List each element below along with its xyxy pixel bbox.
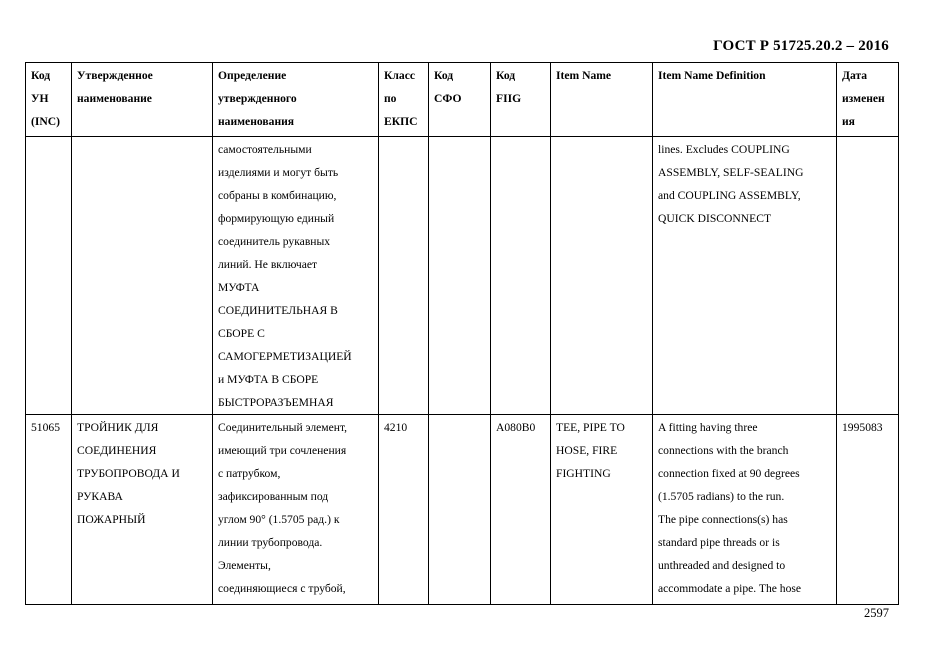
cell-definition xyxy=(213,415,379,605)
cell-text-line: соединитель рукавных xyxy=(218,235,331,248)
cell-text-line: ПОЖАРНЫЙ xyxy=(77,513,146,526)
cell-text-line: ЕКПС xyxy=(384,115,418,128)
cell-text-line: accommodate a pipe. The hose xyxy=(658,582,802,595)
document-title: ГОСТ Р 51725.20.2 – 2016 xyxy=(713,38,889,54)
cell-text-line: наименования xyxy=(218,115,295,128)
cell-text-line: lines. Excludes COUPLING xyxy=(658,143,790,156)
cell-text-line: углом 90° (1.5705 рад.) к xyxy=(218,513,340,526)
cell-text-line: ТРОЙНИК ДЛЯ xyxy=(77,421,159,434)
table-row xyxy=(26,137,899,415)
cell-text-line: Код xyxy=(31,69,51,82)
cell-text-line: зафиксированным под xyxy=(218,490,329,503)
cell-text-line: ASSEMBLY, SELF-SEALING xyxy=(658,166,804,179)
cell-text-line: A080B0 xyxy=(496,421,536,434)
cell-text-line: Определение xyxy=(218,69,287,82)
cell-item-name-definition xyxy=(653,137,837,415)
header-approved-name xyxy=(72,63,213,137)
page-number: 2597 xyxy=(864,606,889,620)
cell-fiig-code xyxy=(491,415,551,605)
cell-text-line: A fitting having three xyxy=(658,421,758,434)
header-code-inc xyxy=(26,63,72,137)
cell-text-line: БЫСТРОРАЗЪЕМНАЯ xyxy=(218,396,334,409)
header-sfo-code xyxy=(429,63,491,137)
cell-text-line: и МУФТА В СБОРЕ xyxy=(218,373,319,386)
cell-change-date xyxy=(837,137,899,415)
cell-text-line: standard pipe threads or is xyxy=(658,536,780,549)
cell-change-date xyxy=(837,415,899,605)
cell-text-line: (INC) xyxy=(31,115,60,128)
cell-text-line: имеющий три сочленения xyxy=(218,444,347,457)
cell-text-line: 51065 xyxy=(31,421,60,434)
cell-text-line: по xyxy=(384,92,397,105)
cell-text-line: Item Name Definition xyxy=(658,69,766,82)
cell-text-line: HOSE, FIRE xyxy=(556,444,618,457)
cell-ekps-class xyxy=(379,415,429,605)
cell-fiig-code xyxy=(491,137,551,415)
cell-text-line: СОЕДИНЕНИЯ xyxy=(77,444,157,457)
cell-text-line: FIIG xyxy=(496,92,522,105)
cell-text-line: изменен xyxy=(842,92,885,105)
cell-text-line: Код xyxy=(434,69,454,82)
cell-approved-name xyxy=(72,415,213,605)
cell-sfo-code xyxy=(429,137,491,415)
cell-item-name xyxy=(551,415,653,605)
cell-text-line: 4210 xyxy=(384,421,408,434)
cell-text-line: (1.5705 radians) to the run. xyxy=(658,490,785,503)
header-item-name-definition xyxy=(653,63,837,137)
cell-text-line: самостоятельными xyxy=(218,143,312,156)
cell-text-line: The pipe connections(s) has xyxy=(658,513,788,526)
header-change-date xyxy=(837,63,899,137)
cell-approved-name xyxy=(72,137,213,415)
header-fiig-code xyxy=(491,63,551,137)
cell-text-line: РУКАВА xyxy=(77,490,123,503)
cell-code-inc xyxy=(26,137,72,415)
cell-text-line: утвержденного xyxy=(218,92,297,105)
cell-text-line: Класс xyxy=(384,69,415,82)
cell-text-line: FIGHTING xyxy=(556,467,611,480)
cell-text-line: 1995083 xyxy=(842,421,883,434)
cell-text-line: connections with the branch xyxy=(658,444,789,457)
cell-definition xyxy=(213,137,379,415)
cell-text-line: Item Name xyxy=(556,69,612,82)
cell-sfo-code xyxy=(429,415,491,605)
cell-text-line: unthreaded and designed to xyxy=(658,559,786,572)
cell-text-line: TEE, PIPE TO xyxy=(556,421,625,434)
cell-text-line: Утвержденное xyxy=(77,69,153,82)
cell-text-line: СФО xyxy=(434,92,462,105)
cell-text-line: СБОРЕ С xyxy=(218,327,265,340)
cell-text-line: МУФТА xyxy=(218,281,260,294)
header-item-name xyxy=(551,63,653,137)
cell-text-line: Дата xyxy=(842,69,868,82)
table-row xyxy=(26,415,899,605)
cell-text-line: ТРУБОПРОВОДА И xyxy=(77,467,180,480)
cell-text-line: Элементы, xyxy=(218,559,271,572)
cell-ekps-class xyxy=(379,137,429,415)
cell-text-line: наименование xyxy=(77,92,152,105)
cell-text-line: Код xyxy=(496,69,516,82)
cell-text-line: connection fixed at 90 degrees xyxy=(658,467,800,480)
cell-item-name xyxy=(551,137,653,415)
cell-text-line: линий. Не включает xyxy=(218,258,318,271)
cell-text-line: изделиями и могут быть xyxy=(218,166,339,179)
cell-code-inc xyxy=(26,415,72,605)
cell-text-line: линии трубопровода. xyxy=(218,536,323,549)
cell-text-line: с патрубком, xyxy=(218,467,281,480)
cell-text-line: соединяющиеся с трубой, xyxy=(218,582,346,595)
cell-text-line: СОЕДИНИТЕЛЬНАЯ В xyxy=(218,304,338,317)
header-definition xyxy=(213,63,379,137)
cell-text-line: QUICK DISCONNECT xyxy=(658,212,772,225)
cell-item-name-definition xyxy=(653,415,837,605)
cell-text-line: and COUPLING ASSEMBLY, xyxy=(658,189,801,202)
item-name-table xyxy=(25,62,899,605)
cell-text-line: формирующую единый xyxy=(218,212,335,225)
header-row xyxy=(26,63,899,137)
header-ekps-class xyxy=(379,63,429,137)
cell-text-line: САМОГЕРМЕТИЗАЦИЕЙ xyxy=(218,350,352,363)
cell-text-line: собраны в комбинацию, xyxy=(218,189,337,202)
cell-text-line: Соединительный элемент, xyxy=(218,421,348,434)
cell-text-line: УН xyxy=(31,92,49,105)
cell-text-line: ия xyxy=(842,115,855,128)
